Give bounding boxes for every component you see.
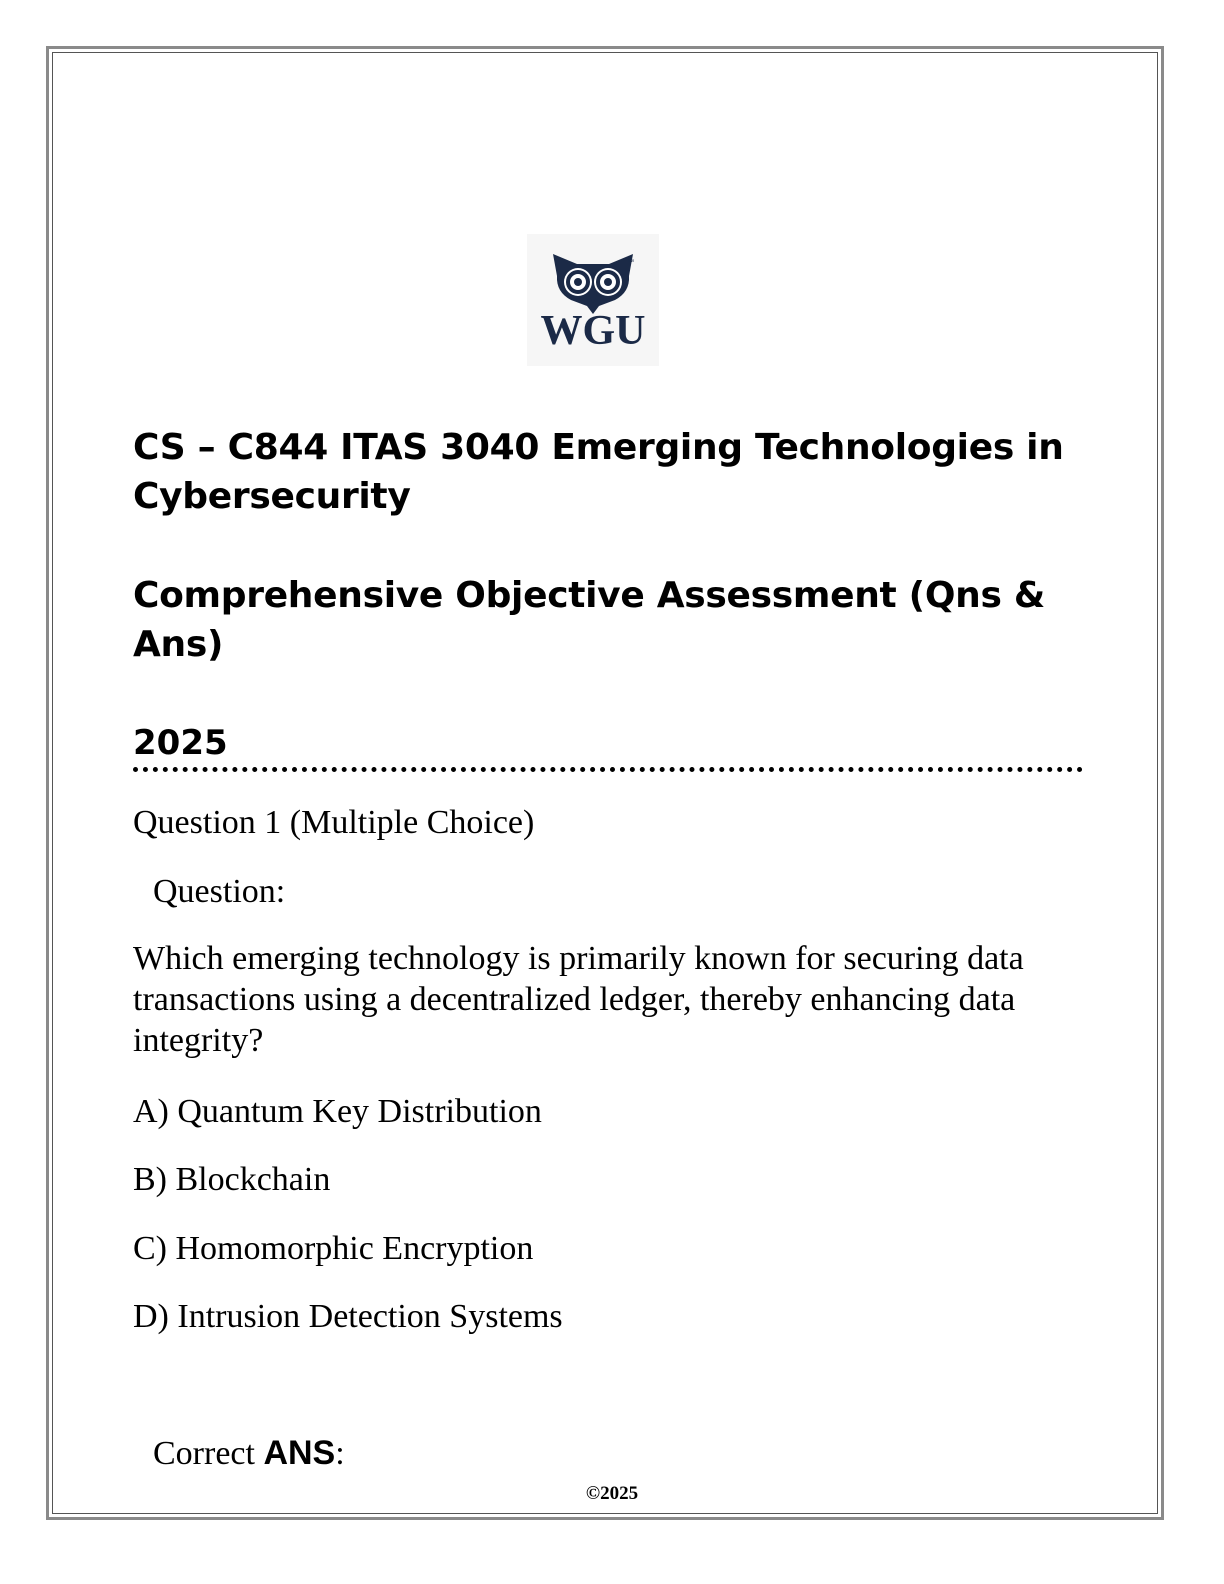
answer-label: ANS <box>263 1434 336 1472</box>
document-year: 2025 <box>133 723 228 763</box>
document-title: CS – C844 ITAS 3040 Emerging Technologies in Cybersecurity <box>133 427 1064 517</box>
logo-wordmark: WGU <box>540 308 646 354</box>
logo-trademark: ™ <box>627 259 634 266</box>
footer-copyright: ©2025 <box>585 1483 639 1504</box>
answer-suffix: : <box>335 1435 345 1472</box>
document-subtitle: Comprehensive Objective Assessment (Qns & Ans) <box>133 575 1045 665</box>
answer-prefix: Correct <box>153 1435 264 1472</box>
option-a: A) Quantum Key Distribution <box>133 1093 542 1130</box>
option-d: D) Intrusion Detection Systems <box>133 1298 563 1335</box>
question-text: Which emerging technology is primarily known for securing data transactions using a decentralized ledger, thereby enhancing data integrity? <box>133 940 1024 1059</box>
correct-answer-line <box>153 1431 345 1476</box>
owl-logo-icon <box>527 234 659 366</box>
question-heading: Question 1 (Multiple Choice) <box>133 804 535 841</box>
dotted-divider <box>133 767 1083 772</box>
wgu-logo <box>527 234 659 366</box>
option-c: C) Homomorphic Encryption <box>133 1230 534 1267</box>
question-label: Question: <box>153 873 286 910</box>
option-b: B) Blockchain <box>133 1161 331 1198</box>
